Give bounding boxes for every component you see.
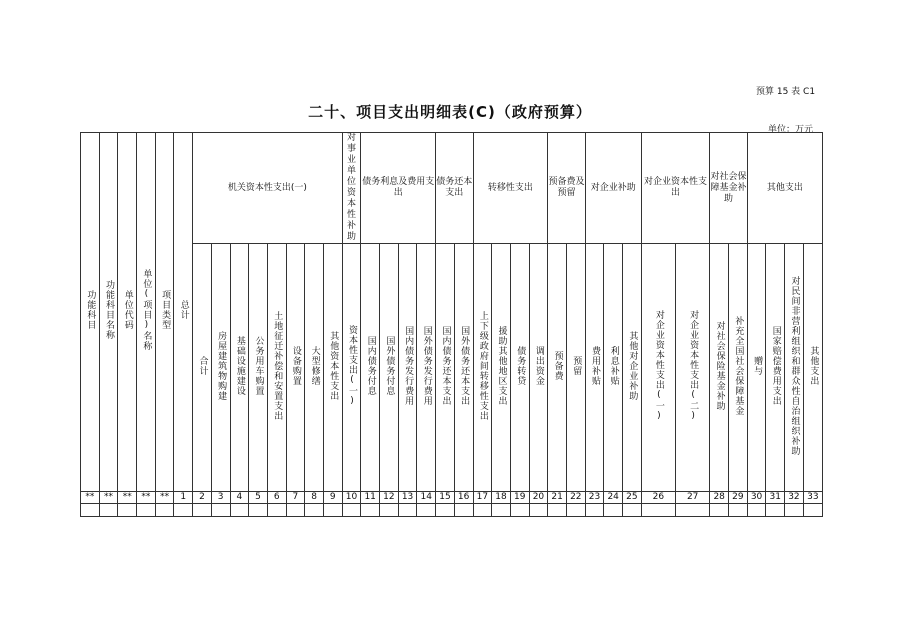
column-number: 26 [641, 492, 675, 504]
group-header-cell: 其他支出 [747, 133, 822, 244]
column-number: 33 [803, 492, 822, 504]
column-number: ** [137, 492, 156, 504]
sub-header: 国家赔偿费用支出 [770, 325, 781, 406]
sub-header: 对社会保险基金补助 [714, 320, 725, 411]
sub-header: 国内债务付息 [365, 335, 376, 396]
sub-header: 大型修缮 [309, 345, 320, 386]
column-number: 31 [766, 492, 785, 504]
header-function-subject: 功能科目 [85, 290, 96, 330]
sub-header: 对企业资本性支出(一) [653, 309, 664, 422]
column-number: ** [81, 492, 100, 504]
sub-header: 基础设施建设 [234, 335, 245, 396]
column-number: 32 [785, 492, 804, 504]
column-number: 14 [417, 492, 436, 504]
sub-header: 上下级政府间转移性支出 [477, 310, 488, 421]
sub-header: 其他资本性支出 [328, 330, 339, 401]
expenditure-table [80, 132, 823, 517]
sub-header: 国内债务发行费用 [403, 325, 414, 406]
column-number: 10 [342, 492, 361, 504]
column-number: 16 [454, 492, 473, 504]
sub-header: 资本性支出(一) [347, 324, 357, 407]
sub-header: 房屋建筑物购建 [216, 330, 227, 401]
header-unit-code: 单位代码 [122, 290, 133, 330]
column-number: 5 [249, 492, 268, 504]
column-number: ** [99, 492, 118, 504]
sub-header: 国内债务还本支出 [440, 325, 451, 406]
sub-header: 债务转贷 [515, 345, 526, 386]
column-number: 21 [548, 492, 567, 504]
header-unit-name: 单位(项目)名称 [141, 269, 152, 351]
column-number: 24 [604, 492, 623, 504]
column-number: 2 [193, 492, 212, 504]
sub-header: 公务用车购置 [253, 335, 264, 396]
header-function-subject-name: 功能科目名称 [104, 280, 115, 340]
column-number: 18 [492, 492, 511, 504]
sub-header: 预留 [571, 355, 582, 376]
header-project-type: 项目类型 [160, 290, 171, 330]
sub-header: 对企业资本性支出(二) [688, 309, 699, 422]
sub-header: 预备费 [552, 350, 563, 381]
group-header-row [81, 133, 823, 244]
group-header-cell: 预备费及预留 [548, 133, 585, 244]
page-title: 二十、项目支出明细表(C)（政府预算） [308, 103, 592, 121]
sub-header: 国外债务付息 [384, 335, 395, 396]
column-number: 19 [510, 492, 529, 504]
column-number: 30 [747, 492, 766, 504]
sub-header: 利息补贴 [608, 345, 619, 386]
sub-header: 设备购置 [290, 345, 301, 386]
column-number: 23 [585, 492, 604, 504]
sub-header: 对民间非营利组织和群众性自治组织补助 [789, 275, 800, 456]
group-header-cell: 机关资本性支出(一) [193, 133, 343, 244]
group-header-cell: 对事业单位资本性补助 [342, 133, 361, 244]
column-number: 27 [676, 492, 710, 504]
column-number: 6 [267, 492, 286, 504]
sub-header: 费用补贴 [590, 345, 600, 386]
column-number: ** [118, 492, 137, 504]
column-number: 1 [174, 492, 193, 504]
group-header-cell: 债务利息及费用支出 [361, 133, 436, 244]
empty-data-row [81, 504, 823, 517]
column-number: ** [155, 492, 174, 504]
sub-header-row [81, 244, 823, 492]
group-header-cell: 转移性支出 [473, 133, 548, 244]
sub-header: 援助其他地区支出 [496, 325, 507, 406]
column-number: 13 [398, 492, 417, 504]
sub-header: 国外债务还本支出 [459, 325, 470, 406]
column-number: 8 [305, 492, 324, 504]
column-number: 3 [211, 492, 230, 504]
sub-header: 土地征迁补偿和安置支出 [272, 310, 283, 421]
sub-header: 赠与 [752, 355, 763, 376]
column-number: 15 [436, 492, 455, 504]
column-number: 20 [529, 492, 548, 504]
column-number: 22 [566, 492, 585, 504]
sub-header: 调出资金 [533, 345, 544, 386]
column-number: 4 [230, 492, 249, 504]
column-number: 28 [710, 492, 729, 504]
sub-header: 合计 [197, 355, 208, 376]
sub-header: 国外债务发行费用 [421, 325, 432, 406]
sub-header: 补充全国社会保障基金 [733, 315, 744, 416]
unit-label: 单位：万元 [768, 125, 814, 135]
column-number-row [81, 492, 823, 504]
group-header-cell: 债务还本支出 [436, 133, 473, 244]
group-header-cell: 对企业补助 [585, 133, 641, 244]
column-number: 12 [380, 492, 399, 504]
column-number: 9 [323, 492, 342, 504]
sub-header: 其他支出 [808, 345, 819, 386]
column-number: 17 [473, 492, 492, 504]
column-number: 29 [729, 492, 748, 504]
sub-header: 其他对企业补助 [627, 330, 638, 401]
form-code: 预算 15 表 C1 [756, 87, 816, 97]
header-total: 总计 [178, 300, 189, 320]
group-header-cell: 对企业资本性支出 [641, 133, 710, 244]
group-header-cell: 对社会保障基金补助 [710, 133, 747, 244]
column-number: 11 [361, 492, 380, 504]
column-number: 7 [286, 492, 305, 504]
column-number: 25 [623, 492, 642, 504]
